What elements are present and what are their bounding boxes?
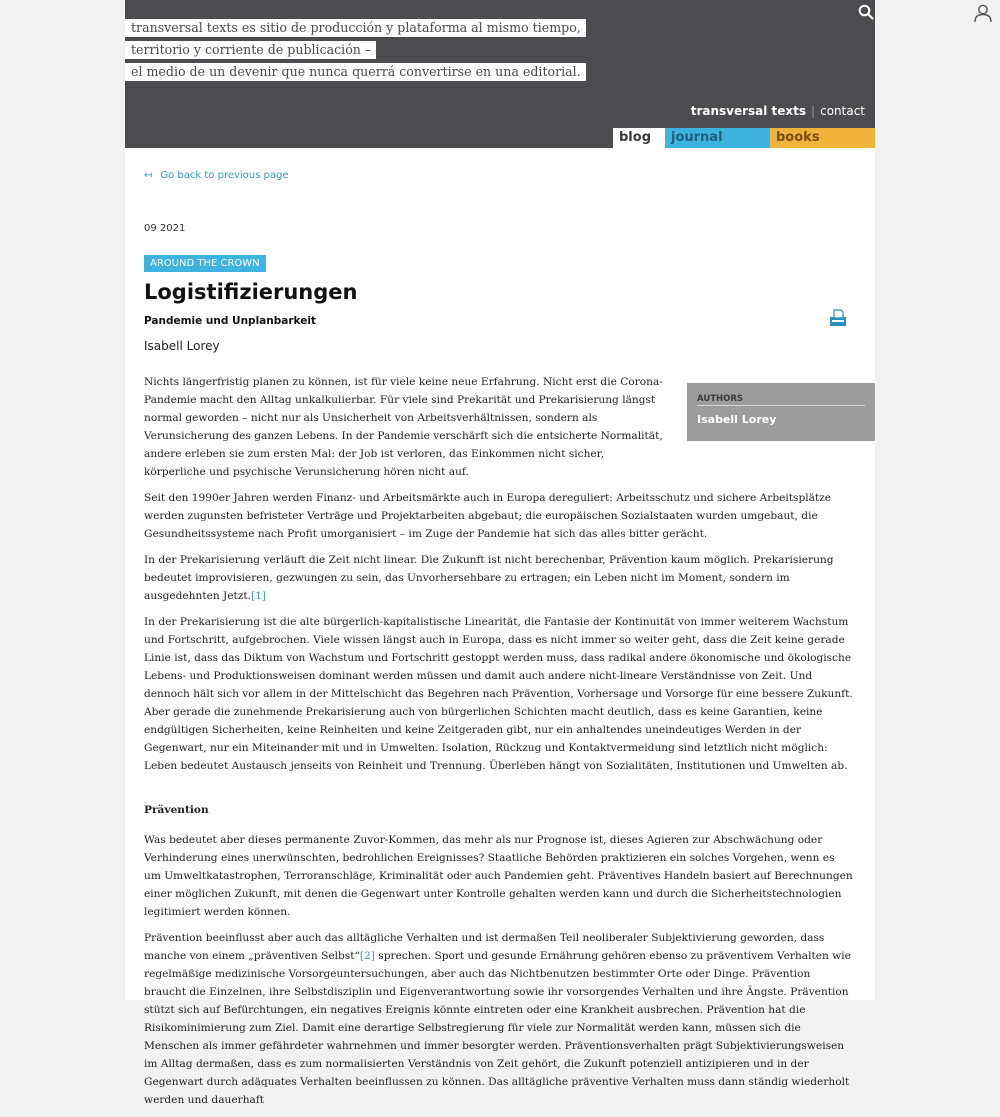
- brand-link[interactable]: transversal texts: [690, 104, 807, 118]
- publication-date: 09 2021: [144, 223, 186, 234]
- back-link[interactable]: [144, 170, 289, 181]
- section-heading-praevention: Prävention: [144, 804, 209, 816]
- article-subtitle: Pandemie und Unplanbarkeit: [144, 315, 316, 327]
- site-header: [125, 0, 875, 148]
- page-wrapper: [125, 0, 875, 1106]
- paragraph-6: [144, 929, 854, 1109]
- contact-link[interactable]: contact: [820, 104, 865, 118]
- back-arrow-icon: ↤: [144, 170, 153, 181]
- paragraph-1: Nichts längerfristig planen zu können, ist für viele keine neue Erfahrung. Nicht erst die Corona-Pandemie macht den Alltag unkalkulierbar. Für viele sind Prekarität und Prekarisierung längst normal geworden – nicht nur als Unsicherheit von Arbeitsverhältnissen, sondern als Verunsicherung des ganzen Lebens. In der Pandemie verschärft sich die entsicherte Normalität, andere erleben sie zum ersten Mal: der Job ist verloren, das Einkommen nicht sicher, körperliche und psychische Verunsicherung hören nicht auf.: [144, 376, 663, 478]
- footnote-link-2[interactable]: [2]: [359, 950, 375, 962]
- tab-journal[interactable]: journal: [665, 128, 770, 148]
- link-separator: |: [811, 104, 816, 118]
- category-tag[interactable]: AROUND THE CROWN: [144, 255, 266, 272]
- paragraph-5: Was bedeutet aber dieses permanente Zuvor-Kommen, das mehr als nur Prognose ist, dieses Agieren zur Abschwächung oder Verhinderung eines unerwünschten, bedrohlichen Ereignisses? Staatliche Behörden praktizieren ein solches Vorgehen, wenn es um Umweltkatastrophen, Terroranschläge, Kriminalität oder auch Pandemien geht. Präventives Handeln basiert auf Berechnungen einer möglichen Zukunft, mit denen die Gegenwart unter Kontrolle gehalten werden kann und durch die Sicherheitstechnologien legitimiert werden können.: [144, 834, 853, 918]
- paragraph-6-text-b: sprechen. Sport und gesunde Ernährung gehören ebenso zu präventivem Verhalten wie regelmäßige medizinische Vorsorgeuntersuchungen, aber auch das Nichtbenutzen bestimmter Orte oder Dinge. Prävention braucht die Einzelnen, ihre Selbstdisziplin und Eigenverantwortung sowie ihr vorsorgendes Verhalten und ihre Ängste. Prävention stützt sich auf Befürchtungen, ein negatives Ereignis könnte eintreten oder eine Krankheit ausbrechen. Prävention hat die Risikominimierung zum Ziel. Damit eine derartige Selbstregierung für viele zur Normalität werden kann, müssen sich die Menschen als immer gefährdeter wahrnehmen und immer besorgter werden. Präventionsverhalten prägt Subjektivierungsweisen im Alltag dermaßen, dass es zum normalisierten Verständnis von Zeit gehört, die Zukunft potenziell antizipieren und in der Gegenwart durch adäquates Verhalten beeinflussen zu können. Das alltägliche präventive Verhalten muss dann ständig wiederholt werden und dauerhaft: [144, 950, 851, 1106]
- header-links: [691, 104, 865, 118]
- tagline-line-2: territorio y corriente de publicación –: [125, 41, 376, 59]
- paragraph-6-text-a: Prävention beeinflusst aber auch das alltägliche Verhalten und ist dermaßen Teil neoliberaler Subjektivierung geworden, dass manche von einem „präventiven Selbst“: [144, 932, 825, 962]
- article-body: [144, 373, 854, 1117]
- authors-label: AUTHORS: [697, 394, 865, 406]
- article-author[interactable]: Isabell Lorey: [144, 339, 220, 353]
- footnote-link-1[interactable]: [1]: [251, 590, 267, 602]
- print-icon[interactable]: [829, 309, 847, 331]
- paragraph-4: In der Prekarisierung ist die alte bürgerlich-kapitalistische Linearität, die Fantasie der Kontinuität von immer weiterem Wachstum und Fortschritt, aufgebrochen. Viele wissen längst auch in Europa, dass es nicht immer so weiter geht, dass die Zeit keine gerade Linie ist, dass das Diktum von Wachstum und Fortschritt gestoppt werden muss, dass radikal andere ökonomische und ökologische Lebens- und Produktionsweisen dominant werden müssen und damit auch andere nicht-lineare Verständnisse von Zeit. Und dennoch hält sich vor allem in der Mittelschicht das Begehren nach Prävention, Vorhersage und Vorsorge für eine bessere Zukunft. Aber gerade die zunehmende Prekarisierung auch von bürgerlichen Schichten macht deutlich, dass es keine Garantien, keine endgültigen Sicherheiten, keine Reinheiten und keine Zeitgeraden gibt, nur ein anhaltendes uneindeutiges Werden in der Gegenwart, nur ein Miteinander mit und in Umwelten. Isolation, Rückzug und Kontaktvermeidung sind letztlich nicht möglich: Leben bedeutet Austausch jenseits von Reinheit und Trennung. Überleben hängt von Sozialitäten, Institutionen und Umwelten ab.: [144, 616, 853, 772]
- tab-blog[interactable]: blog: [613, 128, 665, 148]
- tagline: [125, 19, 586, 85]
- paragraph-2: Seit den 1990er Jahren werden Finanz- und Arbeitsmärkte auch in Europa dereguliert: Arbeitsschutz und sichere Arbeitsplätze werden zugunsten befristeter Verträge und Projektarbeiten abgebaut; die europäischen Sozialstaaten wurden umgebaut, die Gesundheitssysteme nach Profit umorganisiert – im Zuge der Pandemie hat sich das alles bitter gerächt.: [144, 492, 832, 540]
- tab-books[interactable]: books: [770, 128, 875, 148]
- paragraph-3: [144, 551, 854, 605]
- section-tabs: [613, 128, 875, 148]
- user-icon[interactable]: [973, 3, 993, 27]
- tagline-line-3: el medio de un devenir que nunca querrá convertirse en una editorial.: [125, 63, 586, 81]
- authors-name-link[interactable]: Isabell Lorey: [697, 413, 777, 426]
- tagline-line-1: transversal texts es sitio de producción y plataforma al mismo tiempo,: [125, 19, 586, 37]
- search-icon[interactable]: [858, 4, 874, 24]
- article-title: Logistifizierungen: [144, 280, 358, 304]
- back-link-label: Go back to previous page: [160, 170, 289, 181]
- paragraph-3-text: In der Prekarisierung verläuft die Zeit nicht linear. Die Zukunft ist nicht berechenbar, Prävention kaum möglich. Prekarisierung bedeutet improvisieren, gezwungen zu sein, das Unvorhersehbare zu ertragen; ein Leben nicht im Moment, sondern im ausgedehnten Jetzt.: [144, 554, 834, 602]
